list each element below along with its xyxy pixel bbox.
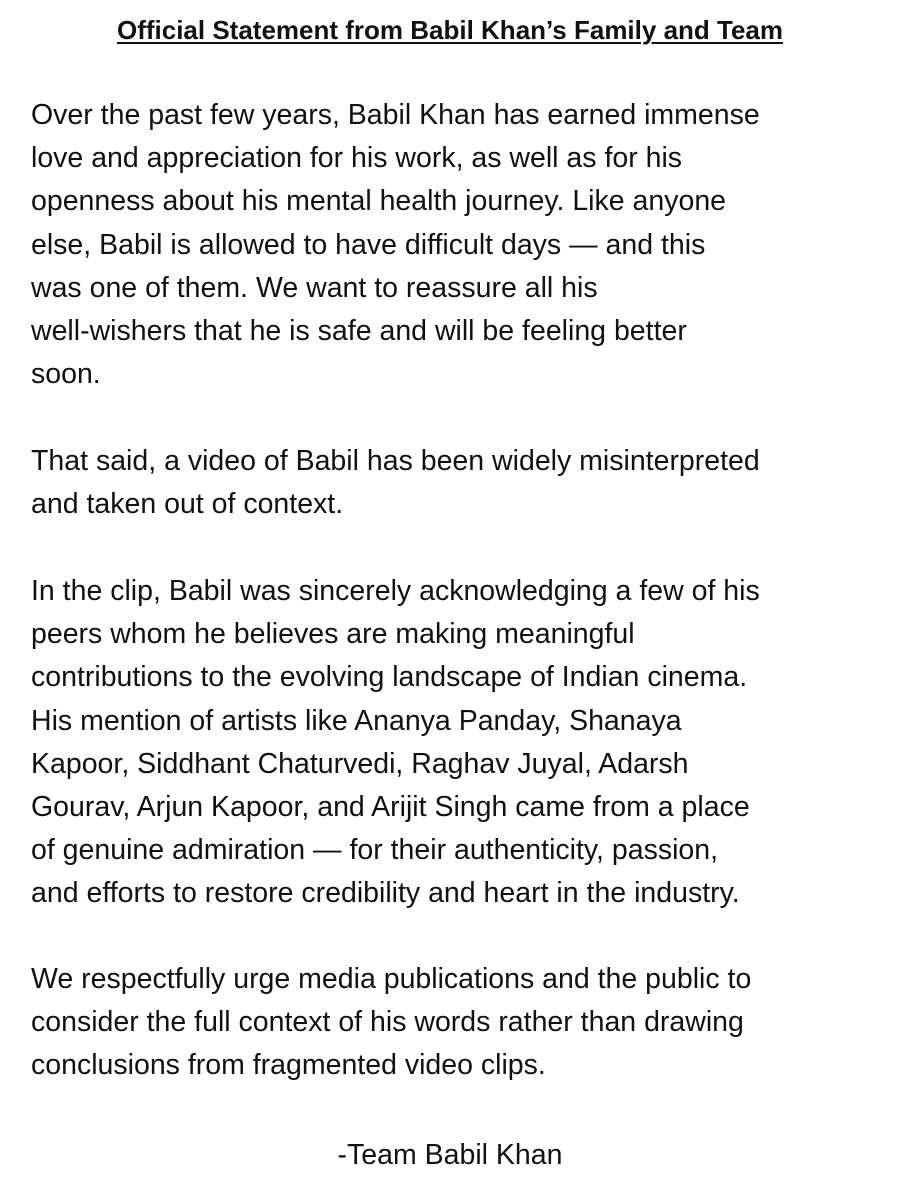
statement-title: Official Statement from Babil Khan’s Family and Team: [116, 15, 784, 45]
paragraph-line: soon.: [31, 358, 101, 391]
paragraph-line: conclusions from fragmented video clips.: [31, 1049, 546, 1082]
paragraph-line: In the clip, Babil was sincerely acknowledging a few of his: [31, 575, 760, 607]
paragraph-line: Over the past few years, Babil Khan has earned immense: [31, 99, 760, 131]
paragraph-reassurance: [31, 94, 881, 396]
paragraph-line: contributions to the evolving landscape of Indian cinema.: [31, 661, 748, 694]
paragraph-line: Kapoor, Siddhant Chaturvedi, Raghav Juyal, Adarsh: [31, 747, 689, 780]
signature: -Team Babil Khan: [337, 1139, 563, 1171]
paragraph-line: His mention of artists like Ananya Panday, Shanaya: [31, 704, 682, 737]
paragraph-line: consider the full context of his words rather than drawing: [31, 1006, 744, 1039]
paragraph-line: love and appreciation for his work, as well as for his: [31, 142, 683, 175]
paragraph-request: [31, 958, 881, 1088]
paragraph-line: and efforts to restore credibility and heart in the industry.: [31, 877, 740, 910]
paragraph-line: was one of them. We want to reassure all his: [31, 271, 598, 304]
paragraph-line: of genuine admiration — for their authenticity, passion,: [31, 834, 719, 867]
paragraph-clip-context: [31, 570, 881, 916]
paragraph-line: well-wishers that he is safe and will be feeling better: [31, 315, 687, 348]
paragraph-line: and taken out of context.: [31, 488, 344, 521]
paragraph-line: That said, a video of Babil has been widely misinterpreted: [31, 445, 760, 477]
paragraph-line: else, Babil is allowed to have difficult days — and this: [31, 228, 706, 261]
paragraph-line: Gourav, Arjun Kapoor, and Arijit Singh came from a place: [31, 791, 750, 824]
paragraph-misinterpreted: [31, 440, 881, 526]
paragraph-line: peers whom he believes are making meaningful: [31, 618, 635, 651]
paragraph-line: We respectfully urge media publications and the public to: [31, 963, 752, 995]
paragraph-line: openness about his mental health journey. Like anyone: [31, 185, 727, 218]
